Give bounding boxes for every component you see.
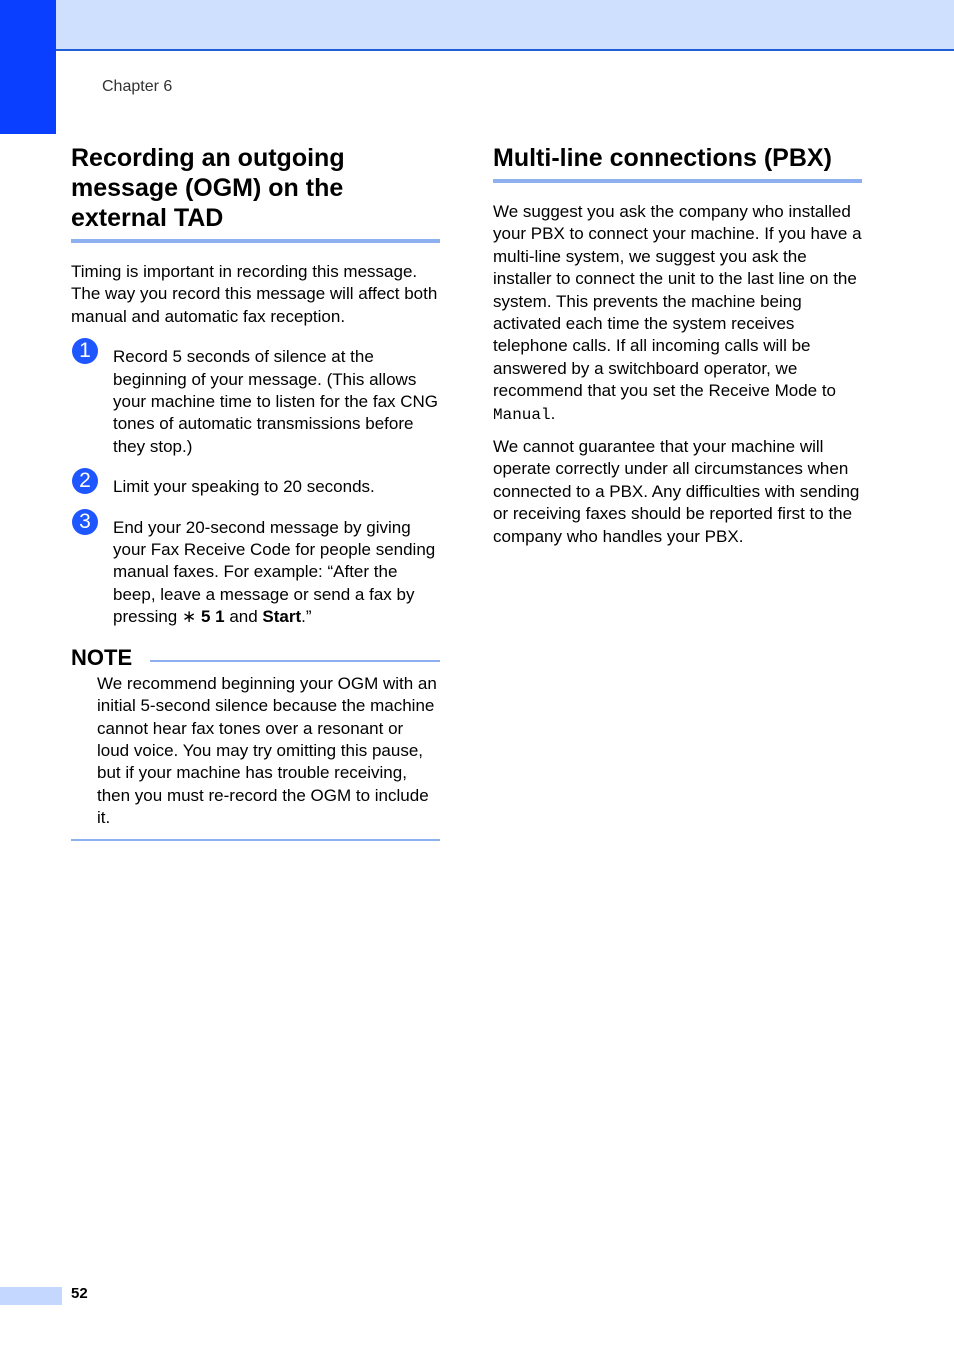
note-divider xyxy=(150,660,440,662)
note-title: NOTE xyxy=(71,644,133,670)
star-key-icon: ∗ xyxy=(181,607,197,627)
pbx-paragraph-1-end: . xyxy=(550,403,556,423)
step-2 xyxy=(71,469,440,498)
footer-band xyxy=(0,1287,62,1305)
left-column xyxy=(71,143,440,841)
note-text: We recommend beginning your OGM with an initial 5-second silence because the machine cannot hear fax tones over a resonant or loud voice. You may try omitting this pause, but if your machine has trouble receiving, then you must re-record the OGM to include it. xyxy=(97,673,437,828)
step-number-icon: 3 xyxy=(72,509,98,535)
start-key-label: Start xyxy=(262,607,302,627)
step-number-icon: 1 xyxy=(72,338,98,364)
page-number: 52 xyxy=(71,1285,88,1302)
note-end-divider xyxy=(71,839,440,841)
step-text-main: End your 20-second message by giving your Fax Receive Code for people sending manual faxes. For example: “After the beep, leave a message or send a fax by pressing xyxy=(113,517,436,627)
intro-paragraph: Timing is important in recording this message. The way you record this message will affect both manual and automatic fax reception. xyxy=(71,262,438,326)
right-column xyxy=(493,143,862,548)
chapter-tab xyxy=(0,0,56,134)
pbx-paragraph-1 xyxy=(493,201,862,426)
step-text-end: .” xyxy=(301,607,312,627)
step-text: Limit your speaking to 20 seconds. xyxy=(113,477,375,497)
step-3 xyxy=(71,509,440,629)
step-text-and: and xyxy=(224,607,263,627)
pbx-paragraph-2: We cannot guarantee that your machine will operate correctly under all circumstances when connected to a PBX. Any difficulties with sending or receiving faxes should be reported first to the company who handles your PBX. xyxy=(493,437,860,546)
pbx-paragraph-1-text: We suggest you ask the company who installed your PBX to connect your machine. If you have a multi-line system, we suggest you ask the installer to connect the unit to the last line on the system. This prevents the machine being activated each time the system receives telephone calls. If all incoming calls will be answered by a switchboard operator, we recommend that you set the Receive Mode to xyxy=(493,202,862,401)
step-1 xyxy=(71,339,440,458)
section-title-pbx: Multi-line connections (PBX) xyxy=(493,143,862,183)
section-title-ogm: Recording an outgoing message (OGM) on the external TAD xyxy=(71,143,440,243)
code-digits: 5 1 xyxy=(200,607,225,627)
header-band xyxy=(0,0,954,51)
step-number-icon: 2 xyxy=(72,468,98,494)
step-text: Record 5 seconds of silence at the beginning of your message. (This allows your machine time to listen for the fax CNG tones of automatic transmissions before they stop.) xyxy=(113,347,439,456)
chapter-label: Chapter 6 xyxy=(102,78,173,95)
receive-mode-value: Manual xyxy=(493,405,551,424)
step-text xyxy=(113,517,440,629)
note-header xyxy=(71,645,440,671)
